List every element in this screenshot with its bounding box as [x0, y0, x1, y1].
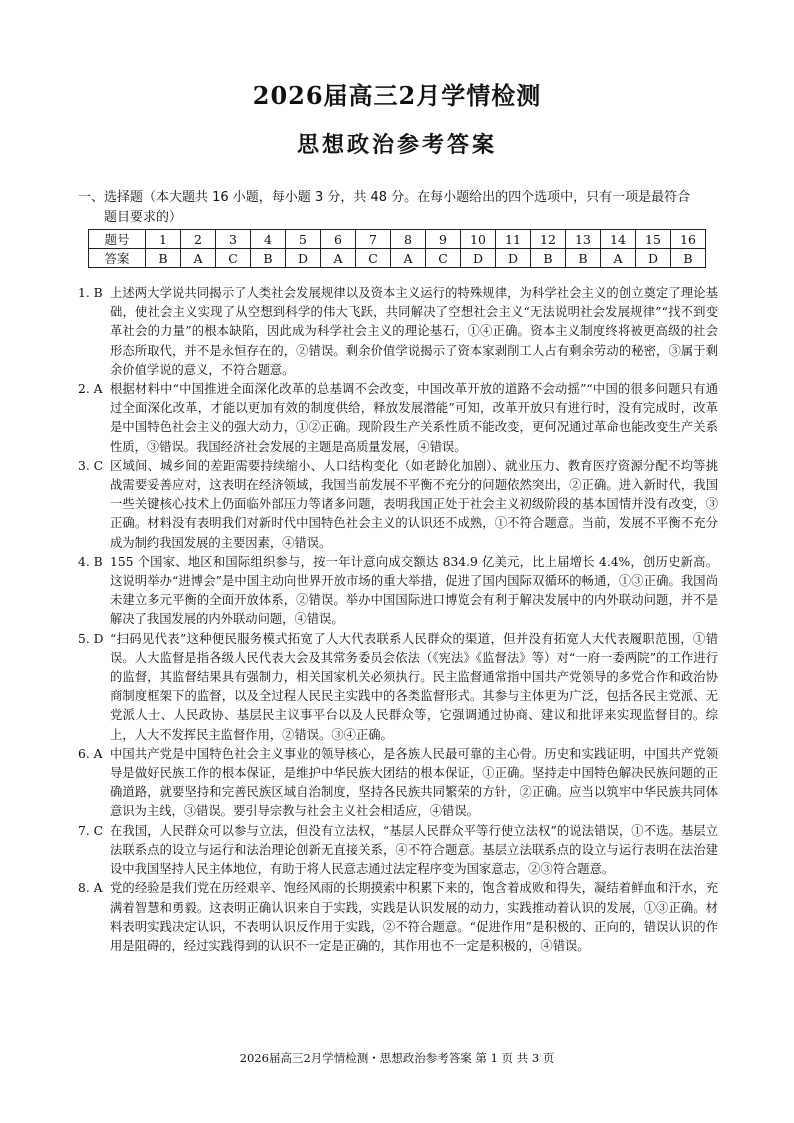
answer-cell: A: [181, 249, 216, 268]
exam-title: 2026届高三2月学情检测: [252, 81, 542, 110]
answer-table: [88, 229, 706, 268]
question-label: 6. A: [78, 746, 103, 761]
explanations: [78, 284, 718, 956]
explanation-item: [78, 879, 718, 956]
answer-cell: D: [461, 249, 496, 268]
answer-cell: B: [566, 249, 601, 268]
explanation-item: [78, 284, 718, 380]
answer-row-label: 答案: [89, 249, 146, 268]
question-number-cell: 8: [391, 230, 426, 249]
answer-cell: B: [671, 249, 706, 268]
answer-cell: B: [146, 249, 181, 268]
explanation-item: [78, 457, 718, 553]
explanation-text: 155 个国家、地区和国际组织参与，按一年计意向成交额达 834.9 亿美元，比上届增长 4.4%，创历史新高。这说明举办“进博会”是中国主动向世界开放市场的重大举措，促进了国内国际双循环的畅通，①③正确。我国尚未建立多元平衡的全面开放体系，②错误。举办中国国际进口博览会有利于解决发展中的内外联动问题，并不是解决了我国发展的内外联动问题，④错误。: [110, 554, 718, 627]
page-footer: 2026届高三2月学情检测・思想政治参考答案 第 1 页 共 3 页: [239, 1051, 555, 1065]
answer-cell: A: [321, 249, 356, 268]
explanation-text: 上述两大学说共同揭示了人类社会发展规律以及资本主义运行的特殊规律，为科学社会主义的创立奠定了理论基础，使社会主义实现了从空想到科学的伟大飞跃，共同解决了空想社会主义“无法说明社会发展规律”“找不到变革社会的力量”的根本缺陷，因此成为科学社会主义的理论基石，①④正确。资本主义制度终将被更高级的社会形态所取代，并不是永恒存在的，②错误。剩余价值学说揭示了资本家剥削工人占有剩余劳动的秘密，③属于剩余价值学说的意义，不符合题意。: [110, 286, 718, 377]
question-number-cell: 5: [286, 230, 321, 249]
section-heading-continuation: 题目要求的）: [104, 210, 183, 225]
question-label: 5. D: [78, 631, 104, 646]
question-number-cell: 6: [321, 230, 356, 249]
answer-cell: A: [601, 249, 636, 268]
question-number-cell: 1: [146, 230, 181, 249]
section-heading: [78, 188, 728, 228]
explanation-text: 在我国，人民群众可以参与立法，但没有立法权，“基层人民群众平等行使立法权”的说法错误，①不选。基层立法联系点的设立与运行和法治理论创新无直接关系，④不符合题意。基层立法联系点的设立与运行表明在法治建设中我国坚持人民主体地位，有助于将人民意志通过法定程序变为国家意志，②③符合题意。: [110, 823, 718, 877]
answer-cell: C: [216, 249, 251, 268]
question-label: 3. C: [78, 458, 104, 473]
section-heading-text: 一、选择题（本大题共 16 小题，每小题 3 分，共 48 分。在每小题给出的四个选项中，只有一项是最符合: [78, 190, 691, 205]
answer-cell: A: [391, 249, 426, 268]
question-label: 2. A: [78, 382, 103, 397]
question-number-cell: 14: [601, 230, 636, 249]
question-number-cell: 7: [356, 230, 391, 249]
question-number-cell: 11: [496, 230, 531, 249]
explanation-text: “扫码见代表”这种便民服务模式拓宽了人大代表联系人民群众的渠道，但并没有拓宽人大代表履职范围，①错误。人大监督是指各级人民代表大会及其常务委员会依法（《宪法》《监督法》等）对“一府一委两院”的工作进行的监督，其监督结果具有强制力，相关国家机关必须执行。民主监督通常指中国共产党领导的多党合作和政治协商制度框架下的监督，以及全过程人民民主实践中的各类监督形式。其参与主体更为广泛，包括各民主党派、无党派人士、人民政协、基层民主议事平台以及人民群众等，它强调通过协商、建议和批评来实现监督目的。综上，人大不发挥民主监督作用，②错误。③④正确。: [110, 631, 718, 742]
answer-cell: C: [426, 249, 461, 268]
question-number-cell: 16: [671, 230, 706, 249]
question-number-cell: 15: [636, 230, 671, 249]
question-label: 7. C: [78, 823, 104, 838]
answer-table-number-row: [89, 230, 706, 249]
answer-table-answer-row: [89, 249, 706, 268]
answer-cell: D: [496, 249, 531, 268]
explanation-item: [78, 630, 718, 745]
explanation-text: 中国共产党是中国特色社会主义事业的领导核心，是各族人民最可靠的主心骨。历史和实践证明，中国共产党领导是做好民族工作的根本保证，是维护中华民族大团结的根本保证，①正确。坚持走中国特色解决民族问题的正确道路，就要坚持和完善民族区域自治制度，坚持各民族共同繁荣的方针，②正确。应当以筑牢中华民族共同体意识为主线，③错误。要引导宗教与社会主义社会相适应，④错误。: [110, 746, 718, 819]
explanation-item: [78, 553, 718, 630]
answer-cell: D: [636, 249, 671, 268]
answer-cell: D: [286, 249, 321, 268]
question-number-cell: 2: [181, 230, 216, 249]
answer-cell: B: [251, 249, 286, 268]
question-label: 1. B: [78, 286, 103, 300]
explanation-item: [78, 745, 718, 822]
question-number-cell: 13: [566, 230, 601, 249]
explanation-item: [78, 380, 718, 457]
number-row-label: 题号: [89, 230, 146, 249]
question-label: 4. B: [78, 554, 103, 569]
explanation-text: 区域间、城乡间的差距需要持续缩小、人口结构变化（如老龄化加剧）、就业压力、教育医疗资源分配不均等挑战需要妥善应对，这表明在经济领域，我国当前发展不平衡不充分的问题依然突出，②正确。进入新时代，我国一些关键核心技术上仍面临外部压力等诸多问题，表明我国正处于社会主义初级阶段的基本国情并没有改变，③正确。材料没有表明我们对新时代中国特色社会主义的认识还不成熟，①不符合题意。当前，发展不平衡不充分成为制约我国发展的主要因素，④错误。: [110, 458, 718, 550]
answer-cell: B: [531, 249, 566, 268]
question-number-cell: 9: [426, 230, 461, 249]
question-label: 8. A: [78, 881, 103, 896]
question-number-cell: 12: [531, 230, 566, 249]
explanation-text: 根据材料中“中国推进全面深化改革的总基调不会改变，中国改革开放的道路不会动摇”“中国的很多问题只有通过全面深化改革，才能以更加有效的制度供给，释放发展潜能”可知，改革开放只有进行时，没有完成时，改革是中国特色社会主义的强大动力，①②正确。现阶段生产关系性质不能改变，更何况通过革命也能改变生产关系性质，③错误。我国经济社会发展的主题是高质量发展，④错误。: [110, 382, 718, 454]
answer-key-title: 思想政治参考答案: [296, 132, 497, 158]
explanation-item: [78, 822, 718, 880]
question-number-cell: 10: [461, 230, 496, 249]
explanation-text: 党的经验是我们党在历经艰辛、饱经风雨的长期摸索中积累下来的，饱含着成败和得失，凝结着鲜血和汗水，充满着智慧和勇毅。这表明正确认识来自于实践，实践是认识发展的动力，实践推动着认识的发展，①③正确。材料表明实践决定认识，不表明认识反作用于实践，②不符合题意。“促进作用”是积极的、正向的，错误认识的作用是阻碍的，经过实践得到的认识不一定是正确的，其作用也不一定是积极的，④错误。: [110, 881, 718, 953]
answer-cell: C: [356, 249, 391, 268]
question-number-cell: 3: [216, 230, 251, 249]
question-number-cell: 4: [251, 230, 286, 249]
